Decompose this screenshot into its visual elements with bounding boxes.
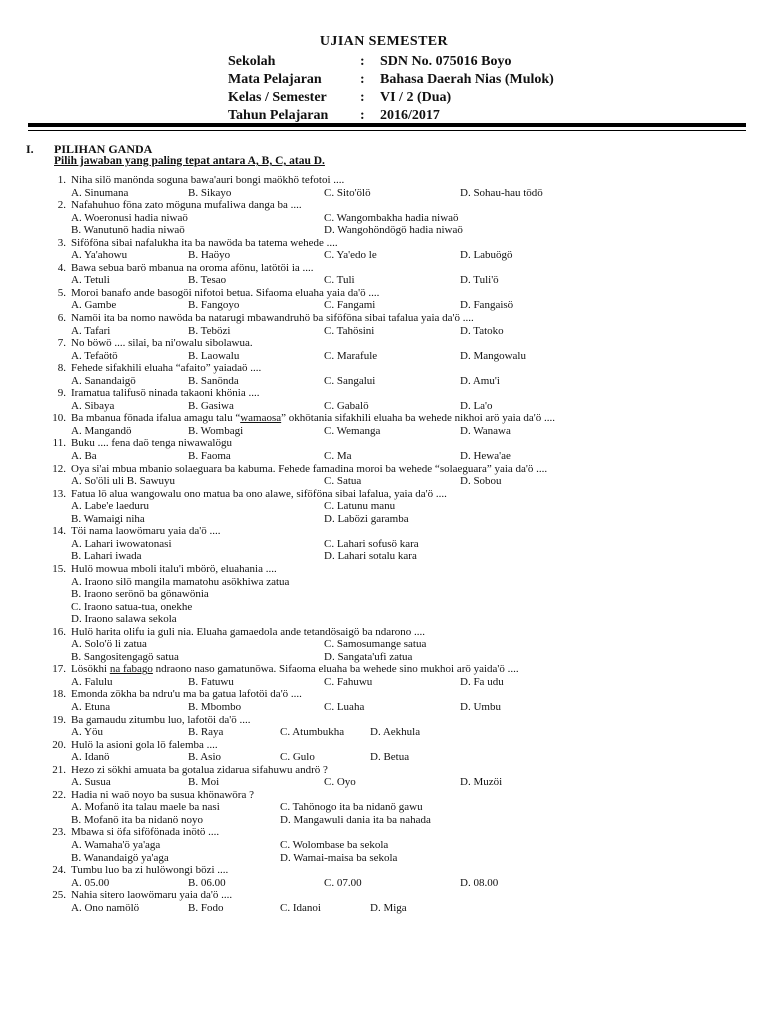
options-line: [0, 601, 768, 614]
answer-option: C. Wolombase ba sekola: [280, 838, 389, 851]
answer-option: C. Sito'ölö: [324, 186, 371, 199]
question-stem: [0, 714, 768, 727]
answer-option: A. Tefaötö: [71, 349, 118, 362]
answer-option: B. Asio: [188, 751, 222, 764]
answer-option: C. Gulo: [280, 751, 315, 764]
question-text: Hulö harita olifu ia guli nia. Eluaha gamaedola ande tetandösaigö ba ndarono ....: [71, 625, 426, 638]
question-stem: [0, 437, 768, 450]
question-stem: [0, 174, 768, 187]
exam-title: UJIAN SEMESTER: [319, 34, 449, 49]
answer-option: B. Fangoyo: [188, 299, 240, 312]
answer-option: C. Atumbukha: [280, 726, 345, 739]
question-number: 7.: [57, 337, 66, 350]
question-number: 17.: [52, 663, 66, 676]
options-line: [0, 187, 768, 200]
info-key: Tahun Pelajaran: [228, 108, 329, 123]
answer-option: C. Tuli: [324, 274, 355, 287]
answer-option: B. Haöyo: [188, 249, 231, 262]
info-row-school: [228, 53, 628, 71]
info-value: VI / 2 (Dua): [380, 90, 452, 105]
info-value: 2016/2017: [380, 108, 440, 123]
question-stem: [0, 488, 768, 501]
question-number: 25.: [52, 889, 66, 902]
info-separator: :: [360, 90, 365, 105]
answer-option: D. Wanawa: [460, 424, 511, 437]
options-line: [0, 814, 768, 827]
options-line: [0, 588, 768, 601]
answer-option: B. Lahari iwada: [71, 550, 142, 563]
answer-option: B. Fatuwu: [188, 675, 234, 688]
answer-option: A. Ba: [71, 450, 97, 463]
question-number: 15.: [52, 562, 66, 575]
options-line: [0, 726, 768, 739]
answer-option: A. Tafari: [71, 324, 111, 337]
answer-option: B. Sikayo: [188, 186, 232, 199]
question-text: No böwö .... silai, ba ni'owalu sibolawua.: [71, 337, 253, 350]
question-text: Mbawa si öfa siföfönada inötö ....: [71, 826, 220, 839]
question-number: 19.: [52, 713, 66, 726]
options-line: [0, 400, 768, 413]
header-divider-thin: [28, 130, 746, 131]
options-line: [0, 776, 768, 789]
question-stem: [0, 362, 768, 375]
answer-option: D. Sangata'ufi zatua: [324, 650, 413, 663]
section-title: PILIHAN GANDA: [54, 142, 153, 156]
options-line: [0, 550, 768, 563]
answer-option: D. Mangawuli dania ita ba nahada: [280, 813, 431, 826]
question-stem: [0, 337, 768, 350]
answer-option: D. Labuögö: [460, 249, 513, 262]
info-separator: :: [360, 54, 365, 69]
info-row-class: [228, 89, 628, 107]
options-line: [0, 350, 768, 363]
question-number: 18.: [52, 688, 66, 701]
answer-option: A. Woeronusi hadia niwaö: [71, 211, 188, 224]
answer-option: C. Iraono satua-tua, onekhe: [71, 600, 193, 613]
info-separator: :: [360, 108, 365, 123]
answer-option: C. Lahari sofusö kara: [324, 537, 419, 550]
question-text: Iramatua talifusö ninada takaoni khönia ....: [71, 387, 260, 400]
answer-option: B. Sangositengagö satua: [71, 650, 179, 663]
answer-option: D. Sobou: [460, 475, 502, 488]
answer-option: A. Gambe: [71, 299, 117, 312]
question-text: Fatua lö alua wangowalu ono matua ba ono alawe, siföföna sibai lafalua, yaia da'ö ....: [71, 487, 447, 500]
question-stem: [0, 789, 768, 802]
answer-option: D. Betua: [370, 751, 410, 764]
answer-option: D. Miga: [370, 901, 407, 914]
answer-option: C. Marafule: [324, 349, 378, 362]
question-text: Siföföna sibai nafalukha ita ba nawöda ba tatema wehede ....: [71, 236, 338, 249]
question-stem: [0, 688, 768, 701]
answer-option: C. Gabalö: [324, 399, 369, 412]
question-stem: [0, 663, 768, 676]
answer-option: A. Yöu: [71, 726, 103, 739]
options-line: [0, 852, 768, 865]
options-line: [0, 902, 768, 915]
options-line: [0, 613, 768, 626]
section-number: I.: [26, 142, 34, 156]
answer-option: A. Mangandö: [71, 424, 132, 437]
answer-option: C. Ma: [324, 450, 352, 463]
question-number: 24.: [52, 864, 66, 877]
answer-option: D. Amu'i: [460, 374, 500, 387]
answer-option: B. Gasiwa: [188, 399, 234, 412]
answer-option: C. Wemanga: [324, 424, 381, 437]
question-text: Ba gamaudu zitumbu luo, lafotöi da'ö ....: [71, 713, 251, 726]
options-line: [0, 801, 768, 814]
question-stem: [0, 237, 768, 250]
question-number: 2.: [57, 199, 66, 212]
answer-option: D. Mangowalu: [460, 349, 526, 362]
answer-option: D. Wangohöndögö hadia niwaö: [324, 224, 463, 237]
question-text: Hezo zi sökhi amuata ba gotalua zidarua sifahuwu andrö ?: [71, 763, 328, 776]
answer-option: B. Wanandaigö ya'aga: [71, 851, 169, 864]
info-value: SDN No. 075016 Boyo: [380, 54, 512, 69]
question-number: 23.: [52, 826, 66, 839]
options-line: [0, 538, 768, 551]
options-line: [0, 500, 768, 513]
underlined-term: wamaosa: [240, 412, 282, 425]
question-text: Lösökhi na fabago ndraono naso gamatunöwa. Sifaoma eluaha ba wehede sino mukhoi arö yaida'ö ....: [71, 663, 519, 676]
underlined-term: na fabago: [109, 663, 153, 676]
question-stem: [0, 199, 768, 212]
question-number: 4.: [57, 261, 66, 274]
options-line: [0, 375, 768, 388]
question-number: 5.: [57, 286, 66, 299]
answer-option: C. Latunu manu: [324, 500, 396, 513]
options-line: [0, 751, 768, 764]
answer-option: B. Raya: [188, 726, 224, 739]
answer-option: D. Tuli'ö: [460, 274, 499, 287]
answer-option: D. Iraono salawa sekola: [71, 613, 177, 626]
question-number: 22.: [52, 788, 66, 801]
question-text: Hadia ni waö noyo ba susua khönawöra ?: [71, 788, 254, 801]
answer-option: B. Tesao: [188, 274, 227, 287]
answer-option: C. Oyo: [324, 776, 356, 789]
answer-option: C. Luaha: [324, 700, 365, 713]
answer-option: D. Muzöi: [460, 776, 503, 789]
options-line: [0, 274, 768, 287]
question-number: 13.: [52, 487, 66, 500]
answer-option: B. Fodo: [188, 901, 224, 914]
answer-option: B. Wombagi: [188, 424, 244, 437]
answer-option: B. Laowalu: [188, 349, 240, 362]
answer-option: D. Lahari sotalu kara: [324, 550, 417, 563]
question-stem: [0, 739, 768, 752]
question-number: 21.: [52, 763, 66, 776]
options-line: [0, 701, 768, 714]
answer-option: A. Idanö: [71, 751, 110, 764]
question-stem: [0, 826, 768, 839]
answer-option: A. Etuna: [71, 700, 111, 713]
answer-option: B. Mbombo: [188, 700, 242, 713]
options-line: [0, 450, 768, 463]
question-number: 20.: [52, 738, 66, 751]
question-text: Nahia sitero laowömaru yaia da'ö ....: [71, 889, 233, 902]
answer-option: D. 08.00: [460, 876, 499, 889]
answer-option: D. Sohau-hau tödö: [460, 186, 543, 199]
answer-option: C. Samosumange satua: [324, 638, 427, 651]
answer-option: A. Tetuli: [71, 274, 110, 287]
answer-option: A. Mofanö ita talau maele ba nasi: [71, 801, 220, 814]
question-text: Hulö mowua mboli italu'i mbörö, eluahania ....: [71, 562, 277, 575]
answer-option: A. Ono namölö: [71, 901, 140, 914]
question-number: 12.: [52, 462, 66, 475]
answer-option: A. Ya'ahowu: [71, 249, 128, 262]
answer-option: C. Satua: [324, 475, 362, 488]
question-stem: [0, 889, 768, 902]
question-stem: [0, 525, 768, 538]
info-key: Mata Pelajaran: [228, 72, 322, 87]
answer-option: A. Falulu: [71, 675, 113, 688]
options-line: [0, 249, 768, 262]
question-stem: [0, 312, 768, 325]
answer-option: D. Umbu: [460, 700, 501, 713]
question-stem: [0, 287, 768, 300]
options-line: [0, 224, 768, 237]
question-stem: [0, 764, 768, 777]
answer-option: D. Aekhula: [370, 726, 421, 739]
info-separator: :: [360, 72, 365, 87]
question-text: Fehede sifakhili eluaha “afaito” yaiadaö ....: [71, 362, 262, 375]
answer-option: A. Lahari iwowatonasi: [71, 537, 172, 550]
question-text: Moroi banafo ande basogöi nifotoi betua. Sifaoma eluaha yaia da'ö ....: [71, 286, 380, 299]
question-stem: [0, 412, 768, 425]
options-line: [0, 475, 768, 488]
question-text: Buku .... fena daö tenga niwawalögu: [71, 437, 232, 450]
options-line: [0, 839, 768, 852]
answer-option: D. Hewa'ae: [460, 450, 511, 463]
header-divider-thick: [28, 123, 746, 127]
answer-option: B. Sanönda: [188, 374, 239, 387]
question-stem: [0, 463, 768, 476]
answer-option: A. Sanandaigö: [71, 374, 136, 387]
question-number: 3.: [57, 236, 66, 249]
answer-option: B. 06.00: [188, 876, 226, 889]
question-text: Bawa sebua barö mbanua na oroma afönu, latötöi ia ....: [71, 261, 314, 274]
question-text: Emonda zökha ba ndru'u ma ba gatua lafotöi da'ö ....: [71, 688, 302, 701]
question-list: [0, 174, 768, 914]
answer-option: A. Susua: [71, 776, 111, 789]
answer-option: A. Solo'ö li zatua: [71, 638, 147, 651]
answer-option: B. Moi: [188, 776, 220, 789]
answer-option: C. 07.00: [324, 876, 362, 889]
answer-option: D. Labözi garamba: [324, 512, 409, 525]
question-stem: [0, 864, 768, 877]
answer-option: D. La'o: [460, 399, 493, 412]
answer-option: A. 05.00: [71, 876, 110, 889]
info-row-subject: [228, 71, 628, 89]
answer-option: D. Fa udu: [460, 675, 504, 688]
section-instruction: Pilih jawaban yang paling tepat antara A, B, C, atau D.: [54, 155, 325, 167]
options-line: [0, 877, 768, 890]
options-line: [0, 676, 768, 689]
answer-option: A. Labe'e laeduru: [71, 500, 150, 513]
options-line: [0, 651, 768, 664]
answer-option: C. Tahösini: [324, 324, 375, 337]
question-text: Hulö la asioni gola lö falemba ....: [71, 738, 218, 751]
answer-option: A. Wamaha'ö ya'aga: [71, 838, 161, 851]
options-line: [0, 212, 768, 225]
question-stem: [0, 262, 768, 275]
question-stem: [0, 626, 768, 639]
answer-option: D. Tatoko: [460, 324, 504, 337]
question-text: Oya si'ai mbua mbanio solaeguara ba kabuma. Fehede famadina moroi ba wehede “solaeguara” yaia da'ö ....: [71, 462, 548, 475]
info-value: Bahasa Daerah Nias (Mulok): [380, 72, 554, 87]
question-number: 10.: [52, 412, 66, 425]
answer-option: C. Fahuwu: [324, 675, 373, 688]
answer-option: B. Wamaigi niha: [71, 512, 145, 525]
question-text: Nafahuhuo föna zato möguna mufaliwa danga ba ....: [71, 199, 302, 212]
options-line: [0, 576, 768, 589]
answer-option: C. Fangami: [324, 299, 376, 312]
options-line: [0, 638, 768, 651]
answer-option: B. Mofanö ita ba nidanö noyo: [71, 813, 203, 826]
answer-option: A. So'öli uli B. Sawuyu: [71, 475, 176, 488]
options-line: [0, 325, 768, 338]
question-stem: [0, 387, 768, 400]
info-key: Sekolah: [228, 54, 276, 69]
answer-option: C. Idanoi: [280, 901, 321, 914]
question-text: Tumbu luo ba zi hulöwongi bözi ....: [71, 864, 229, 877]
question-number: 16.: [52, 625, 66, 638]
question-number: 8.: [57, 362, 66, 375]
answer-option: B. Faoma: [188, 450, 231, 463]
options-line: [0, 513, 768, 526]
question-number: 11.: [52, 437, 66, 450]
answer-option: B. Tebözi: [188, 324, 231, 337]
info-key: Kelas / Semester: [228, 90, 327, 105]
question-stem: [0, 563, 768, 576]
question-text: Töi nama laowömaru yaia da'ö ....: [71, 525, 221, 538]
question-text: Niha silö manönda soguna bawa'auri bongi maökhö tefotoi ....: [71, 174, 345, 186]
question-text: Namöi ita ba nomo nawöda ba natarugi mbawandruhö ba siföföna sibai tafalua yaia da'ö ....: [71, 312, 474, 325]
answer-option: D. Fangaisö: [460, 299, 514, 312]
answer-option: C. Wangombakha hadia niwaö: [324, 211, 459, 224]
options-line: [0, 299, 768, 312]
question-number: 6.: [57, 312, 66, 325]
answer-option: C. Ya'edo le: [324, 249, 377, 262]
answer-option: A. Sinumana: [71, 186, 129, 199]
question-text: Ba mbanua fönada ifalua amagu talu “wamaosa” okhötania sifakhili eluaha ba wehede nikhoi arö yaia da'ö ....: [71, 412, 555, 425]
question-number: 9.: [57, 387, 66, 400]
answer-option: C. Sangalui: [324, 374, 376, 387]
options-line: [0, 425, 768, 438]
answer-option: D. Wamai-maisa ba sekola: [280, 851, 398, 864]
question-number: 1.: [57, 174, 66, 186]
answer-option: A. Iraono silö mangila mamatohu asökhiwa zatua: [71, 575, 290, 588]
answer-option: C. Tahönogo ita ba nidanö gawu: [280, 801, 423, 814]
answer-option: A. Sibaya: [71, 399, 115, 412]
question-number: 14.: [52, 525, 66, 538]
exam-info-block: [228, 53, 628, 125]
answer-option: B. Iraono serönö ba gönawönia: [71, 588, 209, 601]
answer-option: B. Wanutunö hadia niwaö: [71, 224, 185, 237]
